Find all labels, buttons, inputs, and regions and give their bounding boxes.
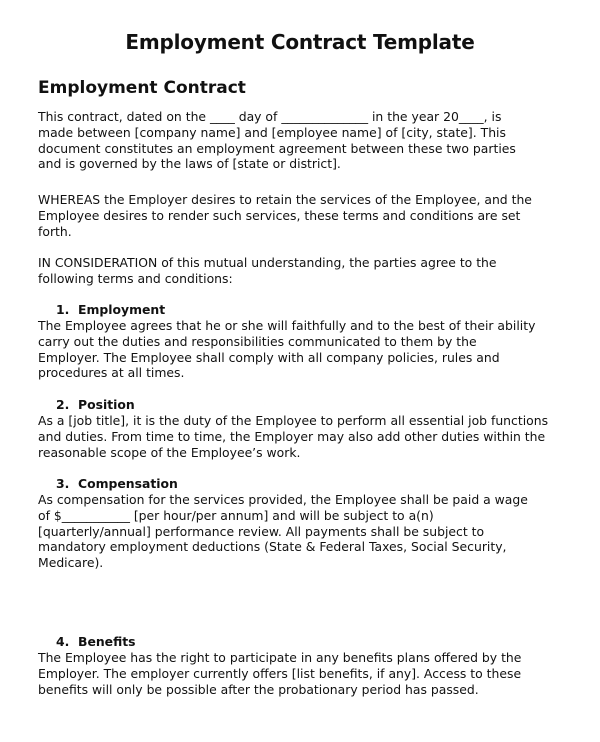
intro-paragraph-dated: This contract, dated on the ____ day of ______________ in the year 20____, is made between [company name] and [employee name] of [city, state]. This document constitutes an employment agreement between these two parties and is governed by the laws of [state or district]. [38,109,516,172]
contract-section-title: Employment Contract [38,78,246,98]
section-number: 4. [56,634,70,649]
section-heading-label: Benefits [78,634,136,649]
section-heading-compensation [56,476,178,492]
section-heading-position [56,397,135,413]
section-body-position: As a [job title], it is the duty of the Employee to perform all essential job functions and duties. From time to time, the Employer may also add other duties within the reasonable scope of the Employee’s work. [38,413,549,460]
section-heading-label: Position [78,397,135,412]
section-body-compensation: As compensation for the services provided, the Employee shall be paid a wage of $___________ [per hour/per annum] and will be subject to a(n) [quarterly/annual] performance review. All payments shall be subject to mandatory employment deductions (State & Federal Taxes, Social Security, Medicare). [38,492,528,571]
intro-paragraph-whereas: WHEREAS the Employer desires to retain the services of the Employee, and the Employee desires to render such services, these terms and conditions are set forth. [38,192,532,239]
section-heading-label: Employment [78,302,166,317]
section-number: 2. [56,397,70,412]
document-title: Employment Contract Template [125,30,475,54]
section-heading-label: Compensation [78,476,178,491]
section-number: 3. [56,476,70,491]
section-body-employment: The Employee agrees that he or she will faithfully and to the best of their ability carry out the duties and responsibilities communicated to them by the Employer. The Employee shall comply with all company policies, rules and procedures at all times. [38,318,536,381]
section-heading-employment [56,302,165,318]
section-heading-benefits [56,634,136,650]
section-number: 1. [56,302,70,317]
intro-paragraph-consideration: IN CONSIDERATION of this mutual understanding, the parties agree to the following terms and conditions: [38,255,497,286]
section-body-benefits: The Employee has the right to participate in any benefits plans offered by the Employer. The employer currently offers [list benefits, if any]. Access to these benefits will only be possible after the probationary period has passed. [38,650,522,697]
